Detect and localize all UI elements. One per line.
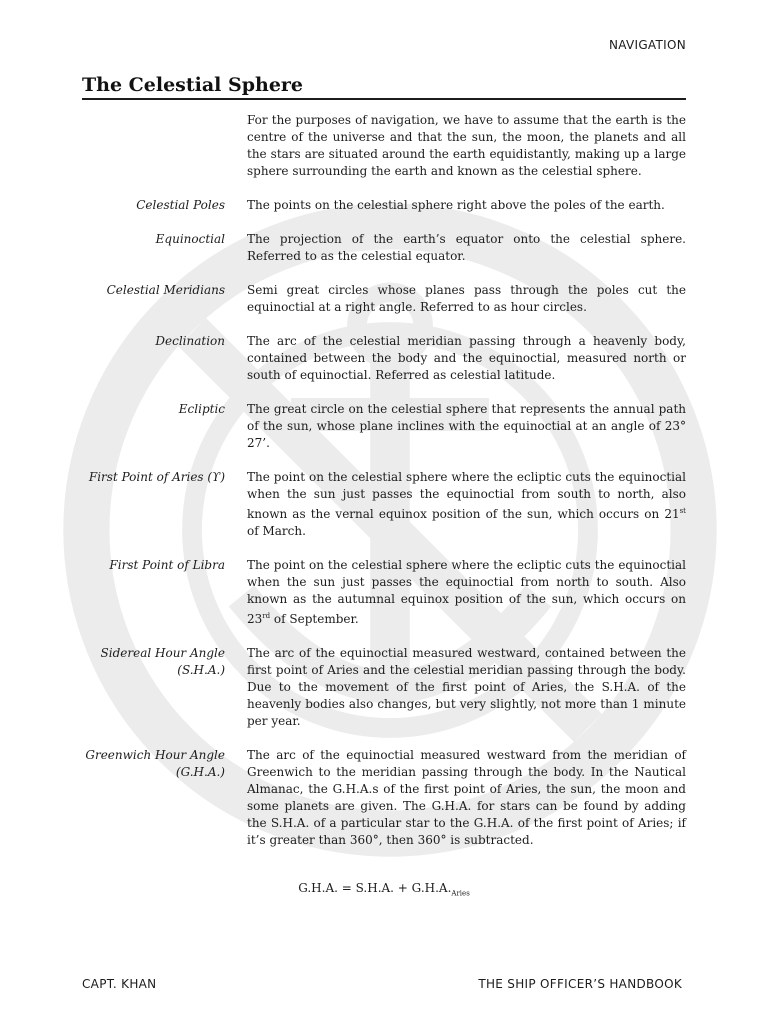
entry-first-point-of-aries <box>82 469 686 540</box>
entry-definition: The points on the celestial sphere right above the poles of the earth. <box>247 198 665 212</box>
definition-text: of March. <box>247 524 306 538</box>
ordinal-suffix: rd <box>262 612 271 620</box>
entry-first-point-of-libra <box>82 557 686 628</box>
entry-definition: The projection of the earth’s equator onto the celestial sphere. Referred to as the celestial equator. <box>247 232 686 263</box>
entry-term: Sidereal Hour Angle (S.H.A.) <box>100 646 225 677</box>
entry-term: Celestial Poles <box>136 198 225 212</box>
formula-subscript: Aries <box>451 889 470 898</box>
entry-definition: The great circle on the celestial sphere that represents the annual path of the sun, whose plane inclines with the equinoctial at an angle of 23° 27’. <box>247 402 686 450</box>
entry-term: Declination <box>155 334 225 348</box>
footer-author: CAPT. KHAN <box>82 977 157 991</box>
entry-equinoctial <box>82 231 686 265</box>
intro-paragraph: For the purposes of navigation, we have to assume that the earth is the centre of the universe and that the sun, the moon, the planets and all the stars are situated around the earth equidistantly, making up a large sphere surrounding the earth and known as the celestial sphere. <box>247 113 686 178</box>
gha-formula <box>82 881 686 897</box>
entry-term: Ecliptic <box>178 402 225 416</box>
entry-declination <box>82 333 686 384</box>
entry-greenwich-hour-angle <box>82 747 686 849</box>
entry-definition: The arc of the celestial meridian passing through a heavenly body, contained between the body and the equinoctial, measured north or south of equinoctial. Referred as celestial latitude. <box>247 334 686 382</box>
entry-celestial-poles <box>82 197 686 214</box>
definition-text: The point on the celestial sphere where the ecliptic cuts the equinoctial when the sun just passes the equinoctial from south to north, also known as the vernal equinox position of the sun, which occurs on 21 <box>247 470 686 521</box>
page-title: The Celestial Sphere <box>82 74 304 96</box>
definition-text: of September. <box>270 612 359 626</box>
definition-text: The point on the celestial sphere where the ecliptic cuts the equinoctial when the sun just passes the equinoctial from north to south. Also known as the autumnal equinox position of the sun, which occurs on 23 <box>247 558 686 626</box>
entry-definition: Semi great circles whose planes pass through the poles cut the equinoctial at a right angle. Referred to as hour circles. <box>247 283 686 314</box>
running-head: NAVIGATION <box>608 38 686 52</box>
formula-main: G.H.A. = S.H.A. + G.H.A. <box>298 881 452 895</box>
glossary <box>82 112 686 866</box>
entry-definition: The arc of the equinoctial measured westward, contained between the first point of Aries and the celestial meridian passing through the body. Due to the movement of the first point of Aries, the S.H.A. of the heavenly bodies also changes, but very slightly, not more than 1 minute per year. <box>247 646 686 728</box>
entry-definition: The arc of the equinoctial measured westward from the meridian of Greenwich to the meridian passing through the body. In the Nautical Almanac, the G.H.A.s of the first point of Aries, the sun, the moon and some planets are given. The G.H.A. for stars can be found by adding the S.H.A. of a particular star to the G.H.A. of the first point of Aries; if it’s greater than 360°, then 360° is subtracted. <box>247 748 686 847</box>
footer-book-title: THE SHIP OFFICER’S HANDBOOK <box>478 977 682 991</box>
entry-ecliptic <box>82 401 686 452</box>
entry-term: Equinoctial <box>155 232 225 246</box>
entry-celestial-meridians <box>82 282 686 316</box>
entry-term: First Point of Aries (ϒ) <box>88 470 225 484</box>
entry-term: First Point of Libra <box>109 558 225 572</box>
entry-definition <box>247 557 686 628</box>
entry-definition <box>247 469 686 540</box>
entry-term: Celestial Meridians <box>106 283 225 297</box>
title-rule <box>82 98 686 100</box>
ordinal-suffix: st <box>679 507 686 515</box>
entry-term: Greenwich Hour Angle (G.H.A.) <box>85 748 225 779</box>
entry-sidereal-hour-angle <box>82 645 686 730</box>
